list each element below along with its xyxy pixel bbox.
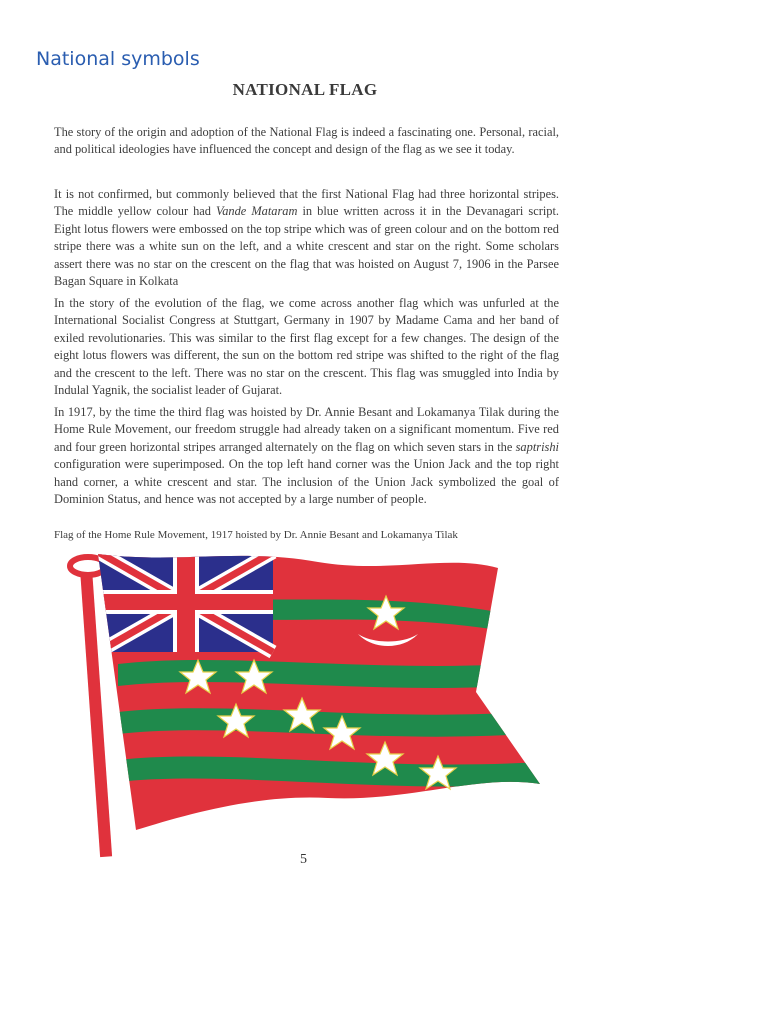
- page-number: 5: [300, 852, 307, 867]
- paragraph-first-flag: [54, 186, 559, 290]
- document-title: NATIONAL FLAG: [232, 80, 378, 99]
- text-run: In 1917, by the time the third flag was hoisted by Dr. Annie Besant and Lokamanya Tilak during the Home Rule Movement, our freedom struggle had already taken on a significant momentum. Five red and four green horizontal stripes arranged alternately on the flag on which seven stars in the: [54, 405, 559, 454]
- text-run: It is not confirmed, but commonly believed that the first National Flag had three horizontal stripes. The middle yellow colour had: [54, 187, 559, 219]
- emphasized-term: saptrishi: [515, 439, 559, 454]
- flag-drawing: [58, 552, 548, 867]
- emphasized-term: Vande Mataram: [216, 204, 298, 219]
- text-run: configuration were superimposed. On the top left hand corner was the Union Jack and the top right hand corner, a white crescent and star. The inclusion of the Union Jack symbolized the goal of Dominion Status, and hence was not accepted by a large number of people.: [54, 457, 559, 507]
- home-rule-flag-illustration: [58, 552, 548, 872]
- union-jack-canton: [98, 552, 273, 652]
- paragraph-second-flag: In the story of the evolution of the flag, we come across another flag which was unfurled at the International Socialist Congress at Stuttgart, Germany in 1907 by Madame Cama and her band of exiled revolutionaries. This was similar to the first flag except for a few changes. The design of the eight lotus flowers was different, the sun on the bottom red stripe was shifted to the right of the flag and the crescent to the left. There was no star on the crescent. This flag was smuggled into India by Indulal Yagnik, the socialist leader of Gujarat.: [54, 296, 559, 398]
- section-heading: National symbols: [36, 48, 200, 70]
- paragraph-intro: The story of the origin and adoption of the National Flag is indeed a fascinating one. Personal, racial, and political ideologies have influenced the concept and design of the flag as we see it today.: [54, 125, 559, 157]
- paragraph-third-flag: [54, 404, 559, 508]
- figure-caption: Flag of the Home Rule Movement, 1917 hoisted by Dr. Annie Besant and Lokamanya Tilak: [54, 529, 458, 541]
- text-run: in blue written across it in the Devanagari script. Eight lotus flowers were embossed on the top stripe which was of green colour and on the bottom red stripe there was a white sun on the left, and a white crescent and star on the right. Some scholars assert there was no star on the crescent on the flag that was hoisted on August 7, 1906 in the Parsee Bagan Square in Kolkata: [54, 204, 560, 289]
